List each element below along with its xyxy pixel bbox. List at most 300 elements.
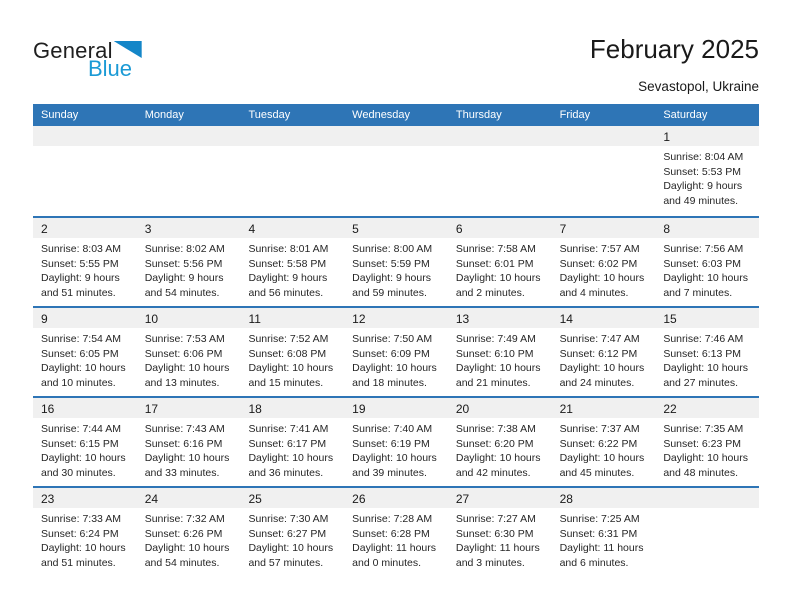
sunset-label: Sunset: [41,257,77,270]
sunrise-line [145,422,239,437]
sunrise-value: 8:00 AM [393,243,433,255]
sunset-line [352,347,446,362]
daylight-continued-value: and 59 minutes. [352,286,427,299]
sunrise-label: Sunrise: [144,333,184,345]
daylight-continued-line [248,466,342,481]
daylight-continued-value: and 45 minutes. [559,466,635,479]
daylight-line [663,361,757,376]
day-number: 24 [144,492,159,506]
daylight-label: Daylight: [41,362,82,375]
day-number-band [240,218,344,238]
sunset-line [560,437,654,452]
daylight-line [248,541,342,556]
day-details [137,238,241,300]
daylight-line [663,271,757,286]
sunrise-line [248,242,342,257]
sunset-line [663,437,757,452]
day-number-band [448,308,552,328]
sunrise-line [352,242,446,257]
daylight-value: 9 hours [292,272,328,285]
day-number-band [344,126,448,146]
sunset-value: 6:26 PM [183,527,223,540]
sunset-label: Sunset: [248,437,285,450]
day-details [448,418,552,480]
daylight-continued-line [352,376,446,391]
day-number-band [448,398,552,418]
daylight-line [560,451,654,466]
sunrise-line [456,422,550,437]
day-number-band [655,218,759,238]
day-number: 11 [248,312,261,326]
sunrise-line [456,512,550,527]
daylight-label: Daylight: [144,362,186,375]
sunrise-line [145,332,239,347]
daylight-continued-line [145,286,239,301]
daylight-continued-value: and 13 minutes. [144,376,220,389]
daylight-value: 10 hours [603,362,645,375]
day-number-band [137,488,241,508]
sunrise-line [41,422,135,437]
sunrise-line [456,242,550,257]
day-number: 25 [248,492,262,506]
sunset-label: Sunset: [352,257,388,270]
sunset-value: 6:08 PM [286,347,327,360]
sunrise-value: 7:58 AM [497,243,536,255]
sunrise-label: Sunrise: [455,513,495,525]
daylight-label: Daylight: [41,542,82,555]
daylight-line [41,271,135,286]
calendar-empty-cell [137,126,241,216]
sunset-value: 6:10 PM [494,347,534,360]
day-details [655,418,759,480]
sunrise-label: Sunrise: [248,513,287,525]
daylight-line [41,541,135,556]
day-details [33,238,137,300]
weekday-header-friday: Friday [559,109,591,121]
sunset-value: 6:16 PM [183,437,223,450]
daylight-value: 11 hours [499,542,540,555]
daylight-continued-line [41,556,135,571]
calendar-day-cell [240,488,344,576]
sunrise-label: Sunrise: [559,243,599,255]
daylight-value: 10 hours [707,272,748,285]
sunrise-value: 7:40 AM [393,423,433,435]
daylight-value: 10 hours [84,452,126,465]
daylight-value: 10 hours [188,452,230,465]
sunrise-label: Sunrise: [559,513,599,525]
daylight-line [41,451,135,466]
day-details [240,238,344,300]
daylight-continued-line [663,376,757,391]
sunset-line [145,527,239,542]
day-number: 7 [559,222,567,236]
sunset-label: Sunset: [559,527,596,540]
calendar-day-cell [240,308,344,396]
sunset-line [456,527,550,542]
sunrise-value: 7:30 AM [289,513,329,525]
daylight-label: Daylight: [248,452,290,465]
sunset-value: 6:28 PM [390,527,430,540]
daylight-value: 9 hours [84,272,120,285]
daylight-label: Daylight: [455,362,497,375]
daylight-value: 10 hours [603,452,645,465]
sunset-label: Sunset: [144,437,181,450]
daylight-continued-value: and 0 minutes. [352,556,422,569]
daylight-continued-line [145,466,239,481]
daylight-label: Daylight: [248,542,290,555]
sunset-label: Sunset: [41,437,77,450]
sunrise-value: 7:25 AM [601,513,640,525]
sunrise-label: Sunrise: [352,423,391,435]
sunset-value: 6:12 PM [598,347,638,360]
sunset-label: Sunset: [352,527,388,540]
sunset-label: Sunset: [144,527,181,540]
week-row [33,216,759,306]
day-details [448,328,552,390]
sunrise-value: 8:03 AM [82,243,121,255]
sunset-line [41,437,135,452]
sunrise-label: Sunrise: [352,243,391,255]
weekday-header-thursday: Thursday [455,109,502,121]
sunrise-value: 7:43 AM [186,423,225,435]
week-row [33,396,759,486]
sunset-line [41,347,135,362]
calendar-day-cell [448,218,552,306]
sunset-label: Sunset: [559,257,596,270]
sunset-line [560,347,654,362]
calendar-day-cell [33,308,137,396]
sunset-value: 5:56 PM [183,257,223,270]
day-details [552,238,656,300]
daylight-continued-line [560,466,654,481]
sunrise-line [248,332,342,347]
sunset-label: Sunset: [248,527,285,540]
calendar-day-cell [344,398,448,486]
sunrise-line [663,422,757,437]
sunset-label: Sunset: [663,347,699,360]
sunset-line [248,437,342,452]
day-details [344,508,448,570]
sunset-label: Sunset: [41,527,77,540]
sunset-line [41,257,135,272]
daylight-label: Daylight: [248,272,290,285]
sunset-label: Sunset: [455,527,492,540]
sunset-line [560,527,654,542]
sunrise-label: Sunrise: [248,423,287,435]
sunrise-line [663,150,757,165]
sunset-label: Sunset: [663,437,699,450]
daylight-line [456,271,550,286]
day-number-band [552,126,656,146]
day-details [33,418,137,480]
sunrise-value: 7:50 AM [393,333,433,345]
sunset-value: 5:58 PM [286,257,327,270]
day-number: 13 [455,312,470,326]
calendar-day-cell [33,218,137,306]
daylight-continued-value: and 51 minutes. [41,286,116,299]
day-number: 17 [144,402,159,416]
calendar-day-cell [655,218,759,306]
daylight-continued-line [352,556,446,571]
daylight-continued-value: and 24 minutes. [559,376,635,389]
sunset-line [145,437,239,452]
sunset-label: Sunset: [248,257,285,270]
sunset-label: Sunset: [455,347,492,360]
daylight-label: Daylight: [352,362,394,375]
daylight-continued-value: and 3 minutes. [455,556,525,569]
sunrise-label: Sunrise: [663,423,702,435]
sunrise-line [456,332,550,347]
daylight-label: Daylight: [144,542,186,555]
daylight-continued-value: and 4 minutes. [559,286,629,299]
daylight-continued-line [456,286,550,301]
calendar-day-cell [448,308,552,396]
daylight-continued-value: and 27 minutes. [663,376,739,389]
sunset-line [560,257,654,272]
calendar-day-cell [655,398,759,486]
day-number-band [344,218,448,238]
day-details [240,508,344,570]
daylight-label: Daylight: [455,272,497,285]
day-number: 27 [455,492,470,506]
day-number: 22 [663,402,677,416]
daylight-label: Daylight: [41,452,82,465]
calendar-day-cell [137,308,241,396]
sunset-label: Sunset: [144,347,181,360]
day-number-band [552,308,656,328]
daylight-line [663,451,757,466]
calendar-day-cell [137,218,241,306]
sunset-value: 6:31 PM [598,527,638,540]
daylight-line [145,541,239,556]
day-number-band [655,488,759,508]
sunset-line [456,257,550,272]
daylight-continued-value: and 30 minutes. [41,466,116,479]
sunset-value: 5:59 PM [390,257,430,270]
day-number-band [344,398,448,418]
daylight-continued-value: and 42 minutes. [455,466,531,479]
daylight-line [352,451,446,466]
day-number: 16 [41,402,55,416]
sunrise-label: Sunrise: [41,423,80,435]
sunrise-line [248,512,342,527]
daylight-label: Daylight: [559,452,601,465]
sunrise-line [560,512,654,527]
daylight-continued-value: and 36 minutes. [248,466,324,479]
day-number-band [240,308,344,328]
sunrise-value: 8:01 AM [289,243,329,255]
sunrise-label: Sunrise: [663,151,702,163]
sunrise-value: 7:57 AM [601,243,640,255]
day-details [448,238,552,300]
day-details [655,146,759,208]
day-number-band [33,308,137,328]
calendar-day-cell [655,308,759,396]
calendar-day-cell [552,398,656,486]
sunrise-value: 7:47 AM [601,333,640,345]
daylight-value: 10 hours [499,452,541,465]
day-details [137,328,241,390]
daylight-value: 10 hours [84,542,126,555]
daylight-label: Daylight: [663,272,705,285]
daylight-continued-line [145,376,239,391]
day-number-band [552,488,656,508]
calendar-empty-cell [448,126,552,216]
daylight-value: 10 hours [188,362,230,375]
day-details [448,508,552,570]
day-number-band [33,398,137,418]
sunrise-label: Sunrise: [144,423,184,435]
sunset-line [456,437,550,452]
page-subtitle: Sevastopol, Ukraine [638,79,759,94]
calendar-empty-cell [344,126,448,216]
sunrise-line [145,512,239,527]
daylight-continued-line [145,556,239,571]
sunset-value: 6:23 PM [701,437,741,450]
sunrise-value: 7:56 AM [704,243,744,255]
day-details [33,328,137,390]
sunrise-label: Sunrise: [455,423,495,435]
day-number: 28 [559,492,573,506]
daylight-continued-value: and 33 minutes. [144,466,220,479]
daylight-value: 10 hours [707,362,748,375]
day-details [655,328,759,390]
calendar-day-cell [552,218,656,306]
sunset-value: 6:17 PM [286,437,327,450]
sunrise-line [560,242,654,257]
sunrise-label: Sunrise: [41,243,80,255]
calendar-table [33,104,759,576]
daylight-continued-value: and 57 minutes. [248,556,324,569]
daylight-continued-line [456,556,550,571]
sunrise-label: Sunrise: [352,513,391,525]
sunrise-value: 7:37 AM [601,423,640,435]
sunset-value: 6:01 PM [494,257,534,270]
sunrise-value: 7:27 AM [497,513,536,525]
day-number: 14 [559,312,573,326]
daylight-line [248,271,342,286]
daylight-value: 9 hours [395,272,431,285]
daylight-continued-line [41,466,135,481]
daylight-continued-value: and 2 minutes. [455,286,525,299]
calendar-day-cell [33,398,137,486]
daylight-value: 10 hours [84,362,126,375]
daylight-label: Daylight: [455,542,497,555]
day-number-band [33,126,137,146]
sunset-line [41,527,135,542]
calendar-grid [33,126,759,576]
sunrise-label: Sunrise: [559,333,599,345]
day-number: 4 [248,222,256,236]
sunset-line [352,527,446,542]
daylight-continued-value: and 15 minutes. [248,376,324,389]
daylight-value: 10 hours [603,272,645,285]
day-number: 8 [663,222,670,236]
day-details [552,508,656,570]
sunset-value: 6:24 PM [79,527,119,540]
sunset-label: Sunset: [663,165,699,178]
day-number: 18 [248,402,262,416]
sunrise-line [560,332,654,347]
daylight-continued-line [352,286,446,301]
sunset-line [248,257,342,272]
sunrise-label: Sunrise: [352,333,391,345]
daylight-continued-value: and 39 minutes. [352,466,427,479]
daylight-label: Daylight: [455,452,497,465]
sunrise-line [41,332,135,347]
sunset-value: 6:06 PM [183,347,223,360]
day-number-band [137,398,241,418]
day-details [137,418,241,480]
sunrise-value: 7:54 AM [82,333,121,345]
daylight-line [248,451,342,466]
calendar-day-cell [240,218,344,306]
calendar-empty-cell [240,126,344,216]
daylight-continued-line [248,556,342,571]
calendar-day-cell [344,488,448,576]
day-number-band [137,308,241,328]
day-number: 5 [352,222,359,236]
calendar-day-cell [137,488,241,576]
day-details [655,238,759,300]
day-details [137,508,241,570]
sunrise-line [352,332,446,347]
day-number-band [33,218,137,238]
daylight-label: Daylight: [352,452,394,465]
sunrise-label: Sunrise: [455,243,495,255]
calendar-day-cell [137,398,241,486]
daylight-continued-value: and 49 minutes. [663,194,739,207]
calendar-day-cell [655,126,759,216]
daylight-line [248,361,342,376]
sunset-value: 6:15 PM [79,437,119,450]
sunset-value: 6:19 PM [390,437,430,450]
sunset-line [663,257,757,272]
sunrise-value: 8:02 AM [186,243,225,255]
day-number-band [448,218,552,238]
sunset-label: Sunset: [248,347,285,360]
calendar-day-cell [240,398,344,486]
day-number: 23 [41,492,55,506]
day-number: 3 [144,222,152,236]
day-number-band [448,126,552,146]
daylight-line [663,179,757,194]
day-number-band [240,126,344,146]
sunset-label: Sunset: [455,257,492,270]
week-row [33,306,759,396]
daylight-label: Daylight: [663,362,705,375]
sunset-value: 6:02 PM [598,257,638,270]
sunrise-value: 7:44 AM [82,423,121,435]
daylight-line [352,541,446,556]
sunset-value: 6:27 PM [286,527,327,540]
sunset-label: Sunset: [559,437,596,450]
day-number: 12 [352,312,366,326]
sunrise-label: Sunrise: [248,333,287,345]
calendar-day-cell [344,218,448,306]
day-number-band [655,126,759,146]
daylight-continued-value: and 18 minutes. [352,376,427,389]
day-details [552,418,656,480]
sunset-line [145,257,239,272]
daylight-continued-line [560,286,654,301]
sunset-value: 5:53 PM [701,165,741,178]
daylight-line [560,271,654,286]
daylight-label: Daylight: [559,362,601,375]
daylight-value: 10 hours [292,452,334,465]
sunrise-value: 8:04 AM [704,151,744,163]
calendar-day-cell [33,488,137,576]
